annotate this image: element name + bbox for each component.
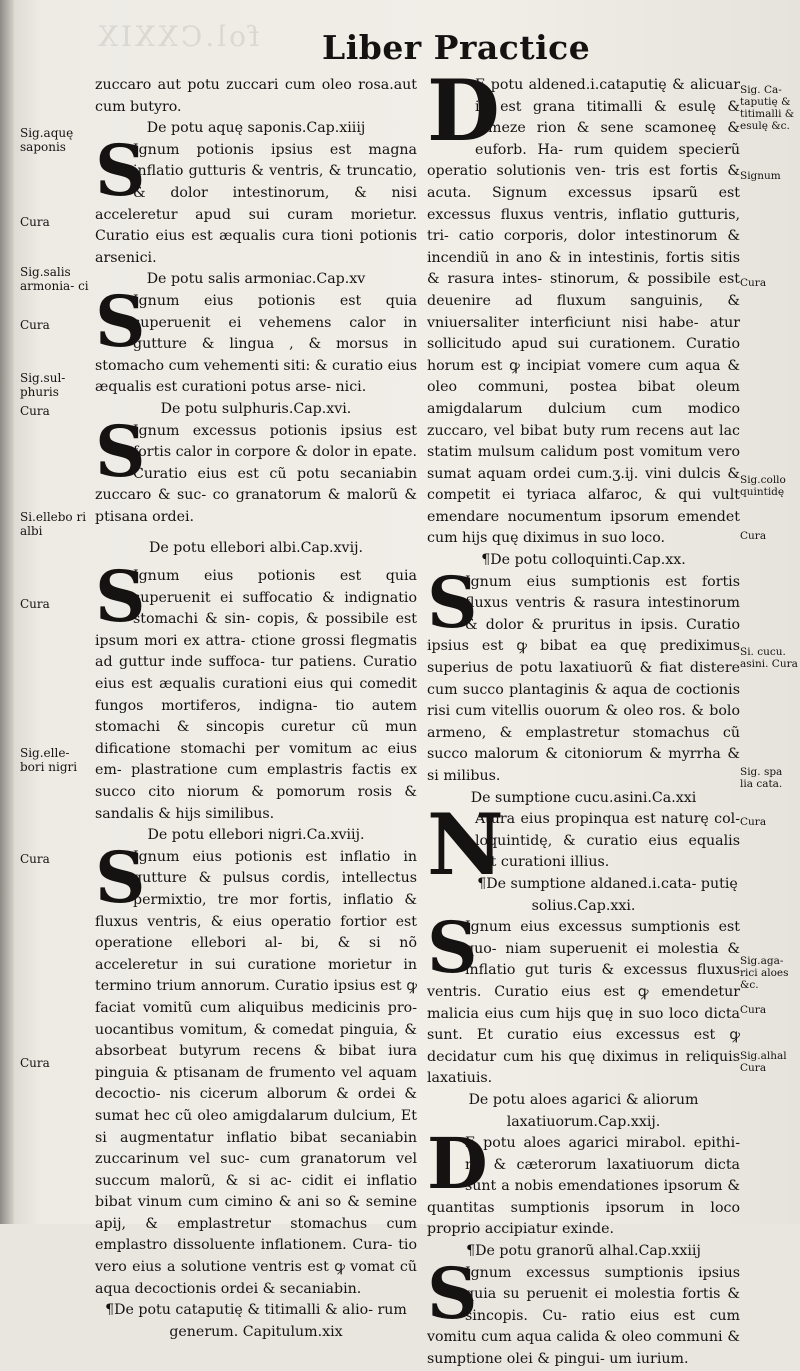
running-head: Liber Practice [322,28,591,67]
paragraph-text: Ignum eius excessus sumptionis est quo- niam superuenit ei molestia & inflatio gut turis & excessus fluxus ventris. Curatio eius est ꝙ emendetur malicia eius cum hijs quę in suo loco dicta sunt. Et curatio eius excessus est ꝙ decidatur cum his quę diximus in reliquis laxatiuis. [427,919,740,1087]
margin-note: Signum [740,170,781,182]
margin-note: Cura [20,1056,50,1070]
paragraph-text: Ignum eius sumptionis est fortis fluxus ventris & rasura intestinorum & dolor & pruritus in ipsis. Curatio ipsius est ꝙ bibat ea quę prediximus superius de potu laxatiuorũ & fiat distere cum succo plantaginis & aqua de coctionis risi cum vitellis ouorum & oleo ros. & bolo armeno, & emplastretur stomachus cũ succo malorum & citoniorum & myrrha & si milibus. [427,573,740,784]
chapter-heading: De potu ellebori albi.Cap.xvij. [148,540,364,557]
margin-note: Cura [20,318,50,332]
drop-cap: D [427,1122,488,1206]
margin-note: Sig.alhal Cura [740,1050,787,1074]
margin-note: Cura [20,215,50,229]
margin-note: Cura [20,404,50,418]
chapter-paragraph [427,906,740,1090]
margin-note: Sig.elle- bori nigri [20,746,78,774]
margin-note: Cura [740,1004,767,1016]
chapter-heading: De potu aquę saponis.Cap.xiiij [146,120,366,137]
paragraph-text: Ignum excessus potionis ipsius est fortis calor in corpore & dolor in epate. Curatio eius est cũ potu secaniabin zuccaro & suc- co granatorum & malorũ & ptisana ordei. [95,422,418,525]
margin-note: Sig. spa lia cata. [740,766,783,790]
chapter-heading: De potu ellebori nigri.Ca.xviij. [147,827,365,844]
paragraph-text: E potu aloes agarici mirabol. epithi- mi & cæterorum laxatiuorum dicta sunt a nobis emendationes ipsorum & quantitas sumptionis ipsorum in loco proprio accipiatur exinde. [427,1135,740,1238]
margin-note: Cura [20,852,50,866]
margin-note: Sig. Ca- taputię & titimalli & esulę &c. [740,84,795,132]
drop-cap: S [95,128,146,212]
right-column [427,61,740,1371]
drop-cap: D [427,61,500,160]
chapter-heading: ¶De potu cataputię & titimalli & alio- rum generum. Capitulum.xix [105,1302,407,1340]
drop-cap: N [427,795,504,895]
margin-note: Cura [740,277,767,289]
paragraph-text: Atura eius propinqua est naturę col- loquintidę, & curatio eius equalis est curationi illius. [475,811,740,871]
paragraph-text: Ignum potionis ipsius est magna inflatio gutturis & ventris, & truncatio, & dolor intestinorum, & nisi acceleretur apud sui curam morietur. Curatio eius est æqualis cura tioni potionis arsenici. [95,141,417,266]
chapter-heading: De potu salis armoniac.Cap.xv [146,271,366,288]
chapter-heading: ¶De potu granorũ alhal.Cap.xxiij [466,1243,701,1260]
margin-note: Si. cucu. asini. Cura [740,646,798,670]
left-column [95,75,417,1343]
chapter-paragraph [427,1122,740,1241]
drop-cap: S [427,906,478,990]
paragraph-text: E potu aldened.i.cataputię & alicuar id est grana titimalli & esulę & almeze rion & sene scamoneę & euforb. Ha- rum quidem specierũ operatio solutionis ven- tris est fortis & acuta. Signum excessus ipsarũ est excessus fluxus ventris, inflatio gutturis, tri- catio corporis, dolor intestinorum & incendiũ in ano & in intestinis, fortis sitis & rasura intes- stinorum, & possibile est deuenire ad fluxum sanguinis, & vniuersaliter interficiunt nisi habe- atur sollicitudo apud sui curationem. Curatio horum est ꝙ incipiat vomere cum aqua & oleo communi, postea bibat oleum amigdalarum dulcium cum modico zuccaro, vel bibat buty rum recens aut lac statim mulsum calidum post vomitum vero sumat aquam ordei cum.ʒ.ij. vini dulcis & competit ei tyriaca alfaroc, & qui vult emendare nocumentum ipsorum emendet cum hijs quę diximus in suo loco. [427,77,740,547]
margin-note: Cura [740,816,767,828]
margin-note: Si.ellebo ri albi [20,510,87,538]
chapter-paragraph [95,555,417,825]
drop-cap: S [95,409,146,493]
bleed-through-text: fol.CXXIX [95,20,260,53]
margin-note: Cura [740,530,767,542]
margin-note: Sig.aquę saponis [20,126,74,154]
paragraph-text: Ignum eius potionis est inflatio in gutture & pulsus cordis, intellectus permixtio, tre mor fortis, inflatio & fluxus ventris, & eius operatio fortior est operatione ellebori al- bi, & si nõ acceleretur in sui curatione morietur in termino trium annorum. Curatio ipsius est ꝙ faciat vomitũ cum aliquibus medicinis pro- uocantibus vomitum, & comedat pinguia, & absorbeat butyrum recens & bibat iura pinguia & ptisanam de frumento vel aquam decoctio- nis cicerum alborum & ordei & sumat hec cũ oleo amigdalarum dulcium, Et si augmentatur inflatio bibat secaniabin zuccarinum vel suc- cum granatorum vel succum malorũ, & si ac- cidit ei inflatio bibat vinum cum cimino & ani so & semine apij, & emplastretur stomachus cum emplastro dissoluente inflationem. Cura- tio vero eius a solutione ventris est ꝙ vomat cũ aqua decoctionis ordei & secaniabin. [95,848,417,1297]
chapter-heading: De potu sulphuris.Cap.xvi. [160,400,352,417]
binding-shadow [0,0,14,1224]
drop-cap: S [95,835,146,919]
margin-note: Cura [20,597,50,611]
chapter-heading: ¶De sumptione aldaned.i.cata- putię solius.Cap.xxi. [477,875,738,914]
margin-note: Sig.salis armonia- ci [20,265,89,293]
margin-note: Sig.sul- phuris [20,371,66,399]
drop-cap: S [95,555,146,639]
paragraph-text: Ignum excessus sumptionis ipsius quia su peruenit ei molestia fortis & sincopis. Cu- ratio eius est cum vomitu cum aqua calida & oleo communi & sumptione olei & pingui- um iurium. [427,1264,740,1368]
drop-cap: S [427,560,478,644]
chapter-heading: De sumptione cucu.asini.Ca.xxi [470,789,697,806]
margin-note: Sig.aga- rici aloes &c. [740,955,789,991]
continued-text: zuccaro aut potu zuccari cum oleo rosa.aut cum butyro. [95,77,417,115]
chapter-heading: De potu aloes agarici & aliorum laxatiuorum.Cap.xxij. [468,1091,699,1130]
paragraph-text: Ignum eius potionis est quia superuenit ei vehemens calor in gutture & lingua , & morsus in stomacho cum vehementi siti: & curatio eius æqualis est curationi potus arse- nici. [95,292,417,396]
chapter-paragraph [95,409,418,529]
chapter-heading: ¶De potu colloquinti.Cap.xx. [481,552,686,569]
margin-note: Sig.collo quintidę [740,474,786,498]
paragraph-text: Ignum eius potionis est quia superuenit ei suffocatio & indignatio stomachi & sin- copis, & possibile est ipsum mori ex attra- ctione grossi flegmatis ad guttur inde suffoca- tur patiens. Curatio eius est æqualis curationi eius qui comedit fungos mortiferos, indigna- tio autem stomachi & sincopis curetur cũ mun dificatione stomachi per vomitum ac eius em- plastratione cum emplastris factis ex succo cito niorum & pomorum rosis & sandalis & hijs similibus. [95,568,417,822]
drop-cap: S [95,279,146,363]
drop-cap: S [427,1251,478,1335]
chapter-paragraph [427,61,740,550]
